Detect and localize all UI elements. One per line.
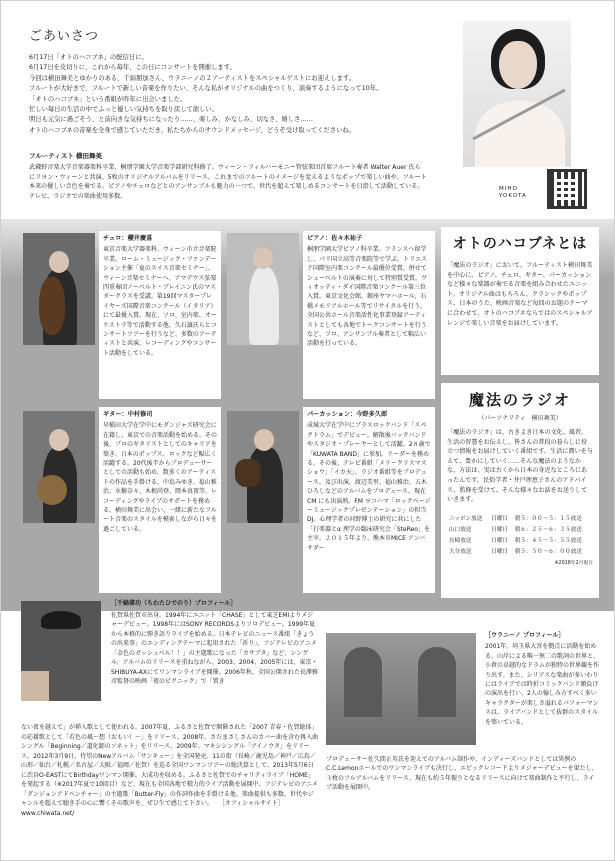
percussion-text: 成城大学在学中にブラスロックバンド「スペクトラム」でデビュー。解散後バックバンドやスタジオ・プレーヤーとして活躍。2８歳で「KUWATA BAND」に参加。リーダーを務める。その後、テレビ番組「メリークリスマスショウ」「イカ天」、ラジオ番組等をプロデュース。及び出演。渡辺美里、福山雅治、五木ひろしなどのアルバムをプロデュース。現在CM にも出演熟。FM ヨコハマ「ロックベージーミュージックプレゼンテーション」の担当DJ。心理学者の河野博士の研究に共にした「打楽器とα 理学の臨床研究会「SteReo」を主宰。２０１５年より、熊本市MICE アンバサダー [307,422,431,552]
qr-code-icon[interactable] [547,169,587,209]
greeting-line: フルートが大好きで、フルートで新しい音楽を作りたい、そんな私がオリジナルの曲をつくり、演奏するようになって10年。 [29,85,383,93]
percussion-bio [303,407,435,593]
greeting-line: 忙しい毎日の生活の中でふっと優しい気持ちを取り戻して欲しい。 [29,106,218,114]
signature-line: YOKOTA [499,193,527,199]
guitar-text: 早稲田大学在学中にモダンジャズ研究会に在籍し、東京での音楽活動を始める。その後、プロのギタリストとしてのキャリアを築き、日本のポップス、ロックなど幅広く活躍する。20代後半からプロデューサーとしての活動も始め、数多くのアーティストの作品を手掛ける。中島みゆき、福山雅治、水樹奈々、木根尚登、岡本真夜等、レコーディングやライブのサポートを務める。横田舞美に出会い、一緒に新たなフルート音楽のスタイルを模索しながら日々を過ごしている。 [103,422,218,533]
magic-radio-text: 「魔法のラジオ」は、古きよき日本の文化、風習、生活の智慧をお伝えし、皆さんの普段の暮らしに役立つ情報をお届けしていく番組です。生活に潤いを与えて、豊かにしていく……そんな魔法のようなかな、方法は、実は古くから日本の身近なところにあったんです。民俗学者・井戸理恵子さんのアドバイス、監修を受けて、そんな様々なお話をお送りしていきます。 [447,429,593,504]
greeting-line: 6月17日「オトのハコブネ」の配信日に。 [29,54,148,61]
chiwata-photo [21,601,101,701]
chiwata-heading: ［千綿偉功（ちわたひでのり）プロフィール］ [111,600,237,607]
piano-photo [227,233,299,345]
greeting-line: 今回は横田舞美とゆかりのある、千綿朋加さん、ウラニーノの２アーティストをスペシャルゲストにお迎えします。 [29,74,355,82]
greeting-title: ごあいさつ [29,29,100,44]
percussion-photo [227,411,299,523]
cello-bio [99,231,221,399]
piano-heading: ピアノ：佐々木祐子 [307,235,363,242]
signature [499,186,527,200]
magic-radio-subtitle: （パーソナリティ 横田舞美） [478,415,562,422]
schedule-note: ※2018年2月現在 [554,560,593,566]
guitar-bio [99,407,221,593]
profile-line: にリヨン・ウィーンと共演。5枚のオリジナルアルバムをリリース。これまでのフルートのイメージを変えるようなポップで楽しい曲や、フルート [29,173,427,181]
greeting-body [29,53,461,136]
uranino-bio-continued: プロデューサー佐久間正英氏を迎えてのアルバム制作や、インディーズバンドとしては異例のC.C.Lemonホールでのワンマンライブも決行し、エピックレコードよりメジャーデビューを果たし、３枚のフルアルバムをリリース。現在も約５年振りとなるリリースに向けて楽曲制作と平行し、ライブ活動を展開中。 [326,756,598,792]
chiwata-bio-continued [21,723,319,818]
signature-line: MIHO [499,186,518,192]
profile-line: テレビ、ラジオでの楽曲使用多数。 [29,192,127,200]
chiwata-official-site-link[interactable]: ［オフィシャルサイト］www.chiwata.net/ [21,800,284,817]
flutist-profile-body [29,163,474,201]
profile-line: 本来の優しい音色を奏でる。ピアノやチェロなどとのアンサンブルも魅力の一つで、世代を超えて楽しめるコンサートを目指して活動している。 [29,183,424,191]
greeting-line: 6月17日を皮切りに、これから毎年、この日にコンサートを開催します。 [29,64,236,72]
uranino-heading: ［ウラニーノ プロフィール］ [485,632,565,639]
broadcast-schedule [447,513,593,557]
greeting-line: 明日も元気に過ごそう、と前向きな気持ちになったり……、楽しみ、かなしみ、切なさ、嬉しさ…… [29,116,313,124]
about-text: 「魔法のラジオ」において、フルーティスト横田舞美を中心に、ピアノ、チェロ、ギター、パーカッションなど様々な楽器が奏でる音楽を組み合わせたユニット。オリジナル曲はもちろん、クラシックやポップス、日本のうた、映画音楽など毎回のお題のテーマに合わせて、オトのハコブネならではのスペシャルアレンジで楽しい音楽をお届けしています。 [447,262,593,327]
schedule-row: 長崎放送 日曜日 朝５：４５～５：５５放送 [449,538,582,545]
greeting-line: オトのハコブネの音楽を全身で感じていただき、私たちからのサウンドメッセージ、どうぞ受け取ってくださいね。 [29,126,355,134]
guitar-photo [23,411,95,523]
uranino-photo [326,633,476,745]
schedule-row: 山口放送 日曜日 朝６：２５～６：３５放送 [449,527,582,534]
chiwata-bio [111,599,319,687]
guitar-heading: ギター：中村修司 [103,411,153,418]
about-title: オトのハコブネとは [452,236,588,252]
flutist-portrait [463,21,571,167]
percussion-heading: パーカッション：今野多久郎 [307,411,388,418]
magic-radio-box [441,383,599,598]
cello-photo [23,233,95,345]
greeting-line: 「オトのハコブネ」という番組が昨年に出会いました。 [29,95,187,103]
uranino-text: 2001年、埼玉県大宮を拠点に活動を始める。山岸による唯一無二の歌詞の世界と、小倉の卓越的なドラムが独特の世界観を作り出す。また、シリアスな楽曲が多いわりにはライブでは時折コミックバンド顔負けの演出を行い、2人の愉しみ方すべく多いキャラクターが楽しさ溢れるパフォーマンスは、ライブバンドとして抜群のスタイルを築いている。 [485,643,600,726]
chiwata-intro: 佐賀県佐賀市出身。1994年にユニット「CHASE」として東芝EMIよりメジャーデビュー。1998年にはSONY RECORDSよりソロデビュー。1999年夏から本格的に弾き語りライブを始める。日本テレビのニュース番組「きょうの出来事」のエンディングテーマに起用された「祈り」、フジテレビのアニメ「金色のガッシュベル！！」の主題歌になった「カサブタ」など、シングル、アルバムのリリースを重ねながら、2003、2004、2005年には、東京・SHIBUYA-AXにてワンマンライブを開催。2006年秋、全国公開された長澤雅彦監督の映画「夜のピクニック」で「置き [111,611,318,685]
uranino-bio [485,631,599,727]
schedule-row: 大分放送 日曜日 朝５：５０～６：００放送 [449,549,582,556]
schedule-row: ニッポン放送 日曜日 朝５：００～５：１５放送 [449,516,582,523]
piano-bio [303,231,435,399]
chiwata-rest: ない夜を越えて」が挿入歌として使われる。2007年夏、ふるさと佐賀で開催された「2007 青春・佐賀総体」の応援歌として「若色の風～想（おもい）～」をリリース。2008年、さだまさしさんのカバー曲を含む再入曲シングル「Beginning／道化師のソネット」をリリース。2009年、マキシシングル「アイノウタ」をリリース。2012年3月9日、待望のNewアルバム「サンキュー」を全国発売。11の街（長崎／鹿児島／神戸／広島／山形／仙台／札幌／名古屋／大阪／福岡／佐賀）を巡る全国ワンマンツアーの総決算として、2013年5月6日に渋谷O-EASTにてBirthdayワンマン開催。大成功を収める。ふるさと佐賀でのチャリティライブ「HOME」を発起する（※2017年夏で10回目）など、現在も全国各地で積力的ライブ活動を展開中。フジテレビのアニメ「ダンジョンアドベンチャー」の主題歌「Butter-Fly」の作詞作曲を手掛ける他、楽曲提供も多数。世代やジャンルを超えて聴き手の心に響くその歌声を、ぜひ生で感じて下さい。 [21,724,319,807]
cello-text: 東京音楽大学器楽科、ウィーン市立音楽院卒業。ローム・ミュージック・ファンデーション主催「夏のスイス音楽セミナー」、ウィーン音楽セミナーへ、アマデウス弦楽四重奏団ノーベルト・ブレイニン氏のマスタークラスを受講。第19回マスタープレイヤーズ国際音楽コンクール（イタリア）にて最優入賞。現在、ソロ、室内楽、オーケストラ等で活動する他、久石譲氏らとコンサートツアーを行うなど、多数のアーティストと共演、レコーディングやコンサート活動をしている。 [103,246,217,357]
about-box [441,227,599,375]
flutist-profile-heading: フルーティスト 横田舞美 [29,152,102,160]
piano-text: 桐朋学園大学ピアノ科卒業。フランスへ留学し、パリ国立高等音楽院等で学ぶ。トリエステ国際室内楽コンクール最優位受賞、併せてシューベルトの演奏に対して特別賞受賞。ヴィオッティ・ダイ国際音楽コンクール第三位入賞。東京文化会館、銀座ヤマハホール、石橋メモリアルホール等でリサイタルを行う。全国公共ホール音楽活性化事業登録アーティストとしても各地でトークコンサートを行うなど、ソロ、アンサンブル奏者として幅広い活動を行っている。 [307,246,428,348]
magic-radio-title: 魔法のラジオ [468,391,571,409]
profile-line: 武蔵野音楽大学音楽器楽科卒業、桐朋学園大学音楽学部研究科修了。ウィーン・フィルハーモニー管弦楽団首席フルート奏者 Walter Auer 氏ら [29,164,421,171]
cello-heading: チェロ：櫻井慶喜 [103,235,153,242]
